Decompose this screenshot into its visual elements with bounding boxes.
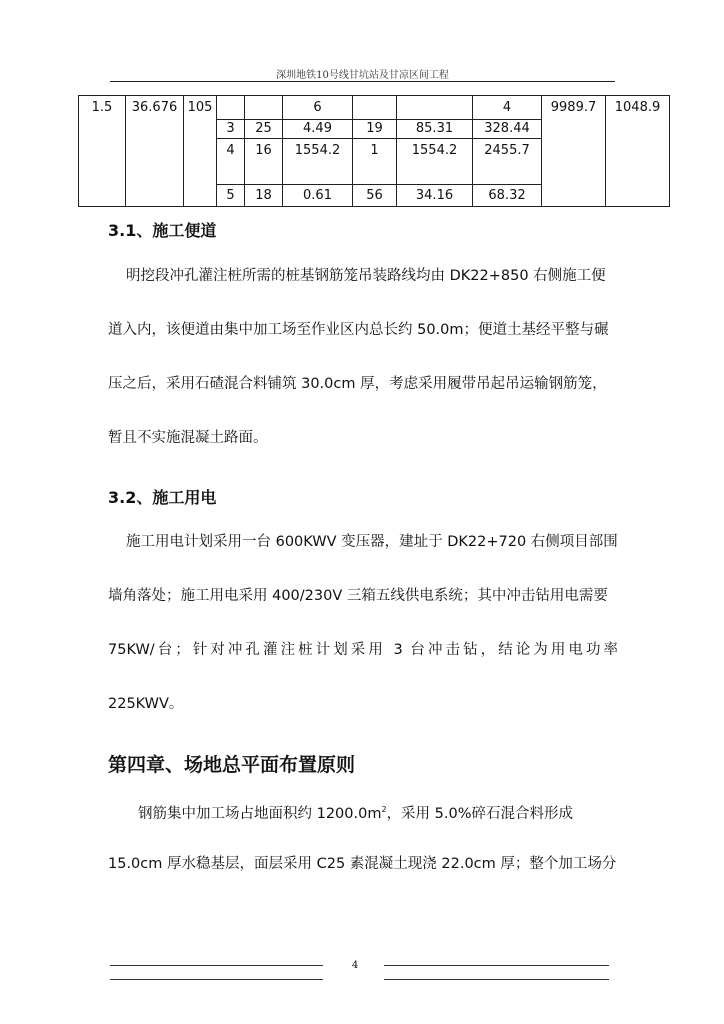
table-cell: 1554.2: [283, 139, 353, 185]
table-cell: 105: [184, 96, 217, 207]
table-cell: 9989.7: [542, 96, 606, 207]
paragraph-line: 暂且不实施混凝土路面。: [108, 430, 268, 446]
table-cell: 4: [473, 96, 542, 120]
section-3-2-body: [108, 527, 618, 743]
table-cell: 4.49: [283, 120, 353, 139]
table-cell: 2455.7: [473, 139, 542, 185]
table-cell: 34.16: [397, 185, 473, 207]
section-3-1-body: [108, 261, 618, 477]
page-number: 4: [351, 960, 359, 971]
table-cell: [397, 96, 473, 120]
table-row: [79, 96, 670, 120]
table-cell: [353, 96, 397, 120]
paragraph-line: 墙角落处；施工用电采用 400/230V 三箱五线供电系统；其中冲击钻用电需要: [108, 588, 608, 604]
data-table: [78, 95, 670, 207]
table-cell: 6: [283, 96, 353, 120]
page-header-title: 深圳地铁10号线甘坑站及甘凉区间工程: [276, 70, 449, 81]
paragraph-line: [108, 795, 618, 849]
table-cell: [245, 96, 283, 120]
paragraph-text: 钢筋集中加工场占地面积约 1200.0m: [138, 805, 382, 822]
chapter-heading-4: 第四章、场地总平面布置原则: [108, 754, 356, 776]
footer-rule: [384, 965, 609, 966]
superscript: 2: [381, 805, 387, 814]
table-cell: 36.676: [126, 96, 184, 207]
footer-rule: [384, 979, 609, 980]
paragraph-text: ，采用 5.0%碎石混合料形成: [386, 805, 574, 822]
section-heading-3-1: 3.1、施工便道: [108, 221, 217, 240]
table-cell: 19: [353, 120, 397, 139]
chapter-4-body: [108, 795, 618, 903]
table-cell: 85.31: [397, 120, 473, 139]
table-cell: 1: [353, 139, 397, 185]
table-cell: 1.5: [79, 96, 126, 207]
table-cell: 5: [217, 185, 245, 207]
table-cell: 0.61: [283, 185, 353, 207]
paragraph-line: 15.0cm 厚水稳基层，面层采用 C25 素混凝土现浇 22.0cm 厚；整个加工场分: [108, 856, 617, 872]
paragraph-line: 225KWV。: [108, 696, 184, 712]
table-cell: 18: [245, 185, 283, 207]
table-cell: 56: [353, 185, 397, 207]
table-cell: 3: [217, 120, 245, 139]
section-heading-3-2: 3.2、施工用电: [108, 488, 217, 507]
table-cell: 4: [217, 139, 245, 185]
table-cell: 1048.9: [606, 96, 670, 207]
paragraph-line: 道入内，该便道由集中加工场至作业区内总长约 50.0m；便道土基经平整与碾: [108, 322, 609, 338]
paragraph-line: 压之后，采用石碴混合料铺筑 30.0cm 厚，考虑采用履带吊起吊运输钢筋笼，: [108, 376, 607, 392]
table-cell: [217, 96, 245, 120]
paragraph-line: 明挖段冲孔灌注桩所需的桩基钢筋笼吊装路线均由 DK22+850 右侧施工便: [126, 268, 606, 284]
table-cell: 328.44: [473, 120, 542, 139]
table-cell: 68.32: [473, 185, 542, 207]
table-cell: 25: [245, 120, 283, 139]
table-cell: 16: [245, 139, 283, 185]
paragraph-line: 75KW/台；针对冲孔灌注桩计划采用 3 台冲击钻，结论为用电功率: [108, 642, 618, 658]
paragraph-line: 施工用电计划采用一台 600KWV 变压器，建址于 DK22+720 右侧项目部围: [126, 534, 618, 550]
header-rule: [110, 81, 615, 82]
table-cell: 1554.2: [397, 139, 473, 185]
footer-rule: [110, 979, 323, 980]
footer-rule: [110, 965, 323, 966]
